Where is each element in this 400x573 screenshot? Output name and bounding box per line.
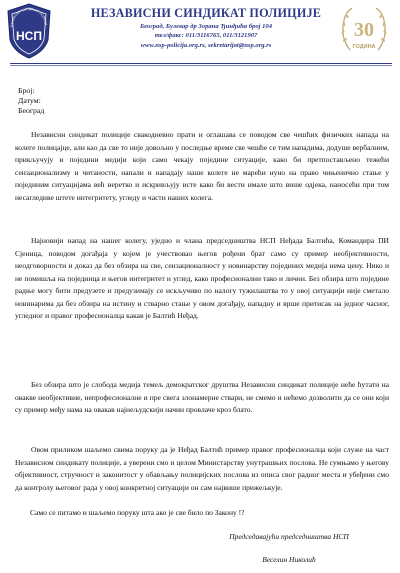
header-divider-thin	[10, 65, 392, 66]
body-paragraph-4: Овом приликом шаљемо свима поруку да је Неђад Балтић пример правог професионалца који служе на част Независном синдикату полиције, а уверени смо и целом Министарству унутрашњих послова. Не сумњамо у његову објективност, стручност и законитост у обављању полицијских послова из описа свог радног места и убеђени смо да контролу његовог рада у овој конкретној ситуацији он сам највише прижељкује.	[15, 445, 389, 492]
org-web: www.nsp-policija.org.rs, sekretarijat@nsp.org.rs	[140, 42, 272, 49]
logo-right-text: ГОДИНА	[352, 44, 376, 50]
logo-left-text: НСП	[16, 29, 42, 43]
city-label: Београд	[18, 106, 45, 115]
signature-role: Председавајући председништва НСП	[229, 532, 349, 541]
anniversary-wreath-logo	[336, 2, 392, 60]
date-label: Датум:	[18, 96, 41, 105]
logo-right-number: 30	[354, 19, 374, 41]
union-shield-logo	[4, 2, 54, 60]
body-paragraph-2: Најновији напад на нашег колегу, уједно и члана председништва НСП Неђада Балтића, Командира ПИ Сјеница, поводом догађаја у којем је учествовао његов рођени брат само су пример необјективности, неодговорности и доказ да без обзира на све, сензационалност у новинарству појединих медија нема цену. Нико и не помишља на појединца и његов интегритет и углед, како професионални тако и лични. Без обзира што поједине радње могу бити предузете и предузимају се искључиво по налогу тужилаштва то у овој ситуацији није сметало новинарима да без обзира на истину и стварно стање у овом догађају, нападну и врше притисак на једног часног, угледног и правог професионалца какав је Балтић Неђад.	[15, 236, 389, 321]
signature-name: Веселин Николић	[262, 555, 316, 564]
org-phone: тел/факс: 011/3116765, 011/3121907	[154, 32, 258, 39]
logo-ring-text: ЕЗАВИСНИ СИНДИКАТ ПОЛИЦИ	[9, 6, 49, 27]
org-name: НЕЗАВИСНИ СИНДИКАТ ПОЛИЦИЈЕ	[90, 6, 322, 20]
letterhead	[0, 0, 400, 72]
org-address: Београд, Булевар др Зорана Ђинђића број 104	[139, 23, 272, 30]
body-paragraph-1: Независни синдикат полиције свакодневно прати и оглашава се поводом све чешћих физичких напада на колеге полицајце, али као да све то није довољно у последње време све чешће се тим нападима, додуше вербалним, прикључују и поједини медији који само чекају поједине ситуације, како би претпостављено тежећи сензационализму и читаности, напали и нападају наше колеге не марећи нуно на право чињенично стање у појединим ситуацијама већ неретко и искривљују исте како би вести имале што више одјека, наносећи при том несагледиве штете интегритету, угледу и части наших колега.	[15, 130, 389, 202]
closing-line: Само се питамо и шаљемо поруку шта ако је све било по Закону !?	[30, 508, 245, 517]
number-label: Број:	[18, 86, 35, 95]
header-divider	[10, 63, 392, 64]
body-paragraph-3: Без обзира што је слобода медија темељ демократског друштва Независни синдикат полиције неће ћутати на овакве необјективне, непрофесионалне и пре свега злонамерне ствари, не смемо и нећемо дозволити да се они који су пример међу нама на овакав најнељудскији начин провлаче кроз блато.	[15, 380, 389, 415]
